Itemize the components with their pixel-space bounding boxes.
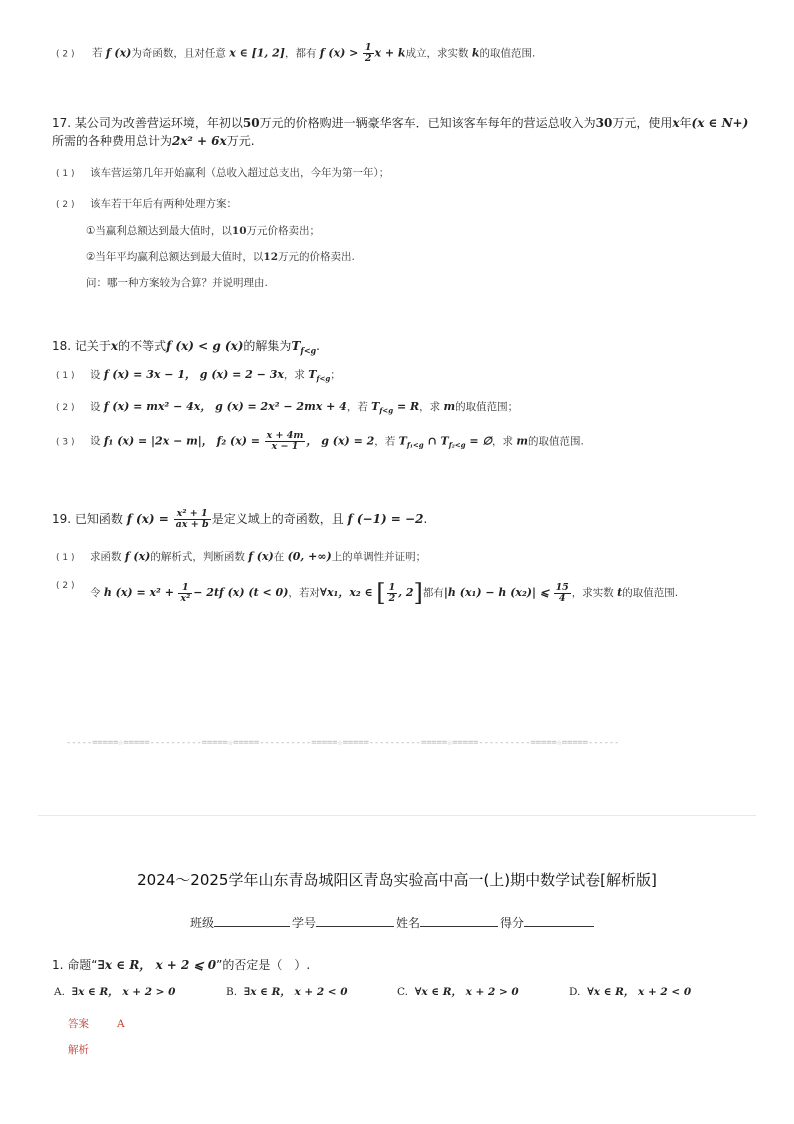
- right-bracket: ]: [413, 579, 423, 607]
- q17-part2: ( 2 ) 该车若干年后有两种处理方案：: [56, 198, 237, 210]
- name-blank: [420, 913, 498, 927]
- score-label: 得分: [500, 916, 525, 930]
- exam-title: 2024～2025学年山东青岛城阳区青岛实验高中高一(上)期中数学试卷[解析版]: [137, 871, 657, 889]
- score-blank: [524, 913, 594, 927]
- q19-part1: ( 1 ) 求函数 f (x)的解析式，判断函数 f (x)在 (0, +∞)上的单调性并证明；: [56, 550, 427, 563]
- text: 的取值范围.: [479, 47, 536, 60]
- math: f (x) >: [319, 46, 359, 60]
- text: 若: [91, 47, 106, 60]
- fraction: $\frac{1}{2}$: [364, 42, 372, 64]
- q16-part2: [56, 43, 535, 64]
- answer-label: 答案: [68, 1018, 89, 1030]
- q1-option-a[interactable]: A. ∃x ∈ R， x + 2 > 0: [54, 986, 176, 998]
- fraction: $\frac{1}{2}$: [388, 581, 396, 604]
- q1-option-b[interactable]: B. ∃x ∈ R， x + 2 < 0: [226, 986, 348, 998]
- q1-analysis-label: 解析: [68, 1044, 89, 1056]
- q1-option-c[interactable]: C. ∀x ∈ R， x + 2 > 0: [397, 986, 519, 998]
- class-blank: [214, 913, 290, 927]
- page-rule: [38, 815, 756, 816]
- q1-option-d[interactable]: D. ∀x ∈ R， x + 2 < 0: [569, 986, 692, 998]
- id-label: 学号: [292, 916, 317, 930]
- math: x ∈ [1, 2]: [229, 46, 285, 60]
- math: k: [471, 46, 480, 60]
- q1-answer: [68, 1016, 125, 1031]
- fraction: $\frac{1}{\text{x²}}$: [180, 581, 191, 604]
- text: 成立，求实数: [405, 47, 472, 60]
- q19-stem: 19. 已知函数 f (x) = $\frac{\text{x² + 1}}{ax + b}$ 是定义域上的奇函数，且 f (−1) = −2.: [52, 508, 428, 530]
- math: x + k: [374, 46, 406, 60]
- student-info: [190, 913, 596, 931]
- id-blank: [316, 913, 394, 927]
- q17-part1: ( 1 ) 该车营运第几年开始赢利（总收入超过总支出，今年为第一年）；: [56, 167, 390, 179]
- section-divider: -----=====☆=====----------=====☆=====----------=====☆=====----------=====☆=====----------=====☆=====------: [66, 738, 620, 748]
- q17-option2: ②当年平均赢利总额达到最大值时，以12万元的价格卖出.: [86, 251, 355, 263]
- q17-stem-line1: 17. 某公司为改善营运环境，年初以50万元的价格购进一辆豪华客车．已知该客车每年的营运总收入为30万元，使用x年(x ∈ N+): [52, 116, 749, 130]
- class-label: 班级: [190, 916, 215, 930]
- q18-stem: 18. 记关于x的不等式f (x) < g (x)的解集为$T_{f<g}$.: [52, 339, 320, 356]
- answer-value: A: [117, 1018, 125, 1030]
- q19-part2: $^{( 2 )}$ 令 h (x) = x² + $\frac{1}{\text{x²}}$ − 2tf (x) (t < 0)，若对∀x₁，x₂ ∈ [ $\frac{1}{2}$ , 2]都有|h (x₁) − h (x₂)| ⩽ $\frac{15}{4}$ ，求实数 t的取值范围.: [56, 579, 679, 607]
- text: 为奇函数，且对任意: [131, 47, 230, 60]
- q18-part1: ( 1 ) 设 f (x) = 3x − 1， g (x) = 2 − 3x，求 $T_{f<g}$；: [56, 368, 341, 384]
- q17-stem-line2: 所需的各种费用总计为2x² + 6x万元.: [52, 134, 255, 148]
- left-bracket: [: [376, 579, 386, 607]
- q1-stem: 1. 命题“∃x ∈ R， x + 2 ⩽ 0”的否定是（ ）.: [52, 958, 311, 972]
- fraction: $\frac{15}{4}$: [555, 581, 569, 604]
- q18-part2: ( 2 ) 设 f (x) = mx² − 4x， g (x) = 2x² − 2mx + 4，若 $T_{f<g} = R$，求 m的取值范围；: [56, 400, 519, 416]
- math: f (x): [105, 46, 132, 60]
- q18-part3: ( 3 ) 设 f₁ (x) = |2x − m|， f₂ (x) = $\frac{x + 4m}{x - 1}$ ， g (x) = 2，若 $T_{f_1<g}$ ∩ $T_{f_2<g}$ = ∅，求 m的取值范围.: [56, 430, 584, 452]
- fraction: $\frac{x + 4m}{x - 1}$: [266, 430, 304, 452]
- part-number: ( 2 ): [56, 49, 75, 60]
- fraction: $\frac{\text{x² + 1}}{ax + b}$: [175, 508, 209, 530]
- text: ，都有: [284, 47, 320, 60]
- q17-option1: ①当赢利总额达到最大值时，以10万元价格卖出；: [86, 225, 321, 237]
- q17-question: 问：哪一种方案较为合算？并说明理由.: [86, 277, 268, 289]
- name-label: 姓名: [396, 916, 421, 930]
